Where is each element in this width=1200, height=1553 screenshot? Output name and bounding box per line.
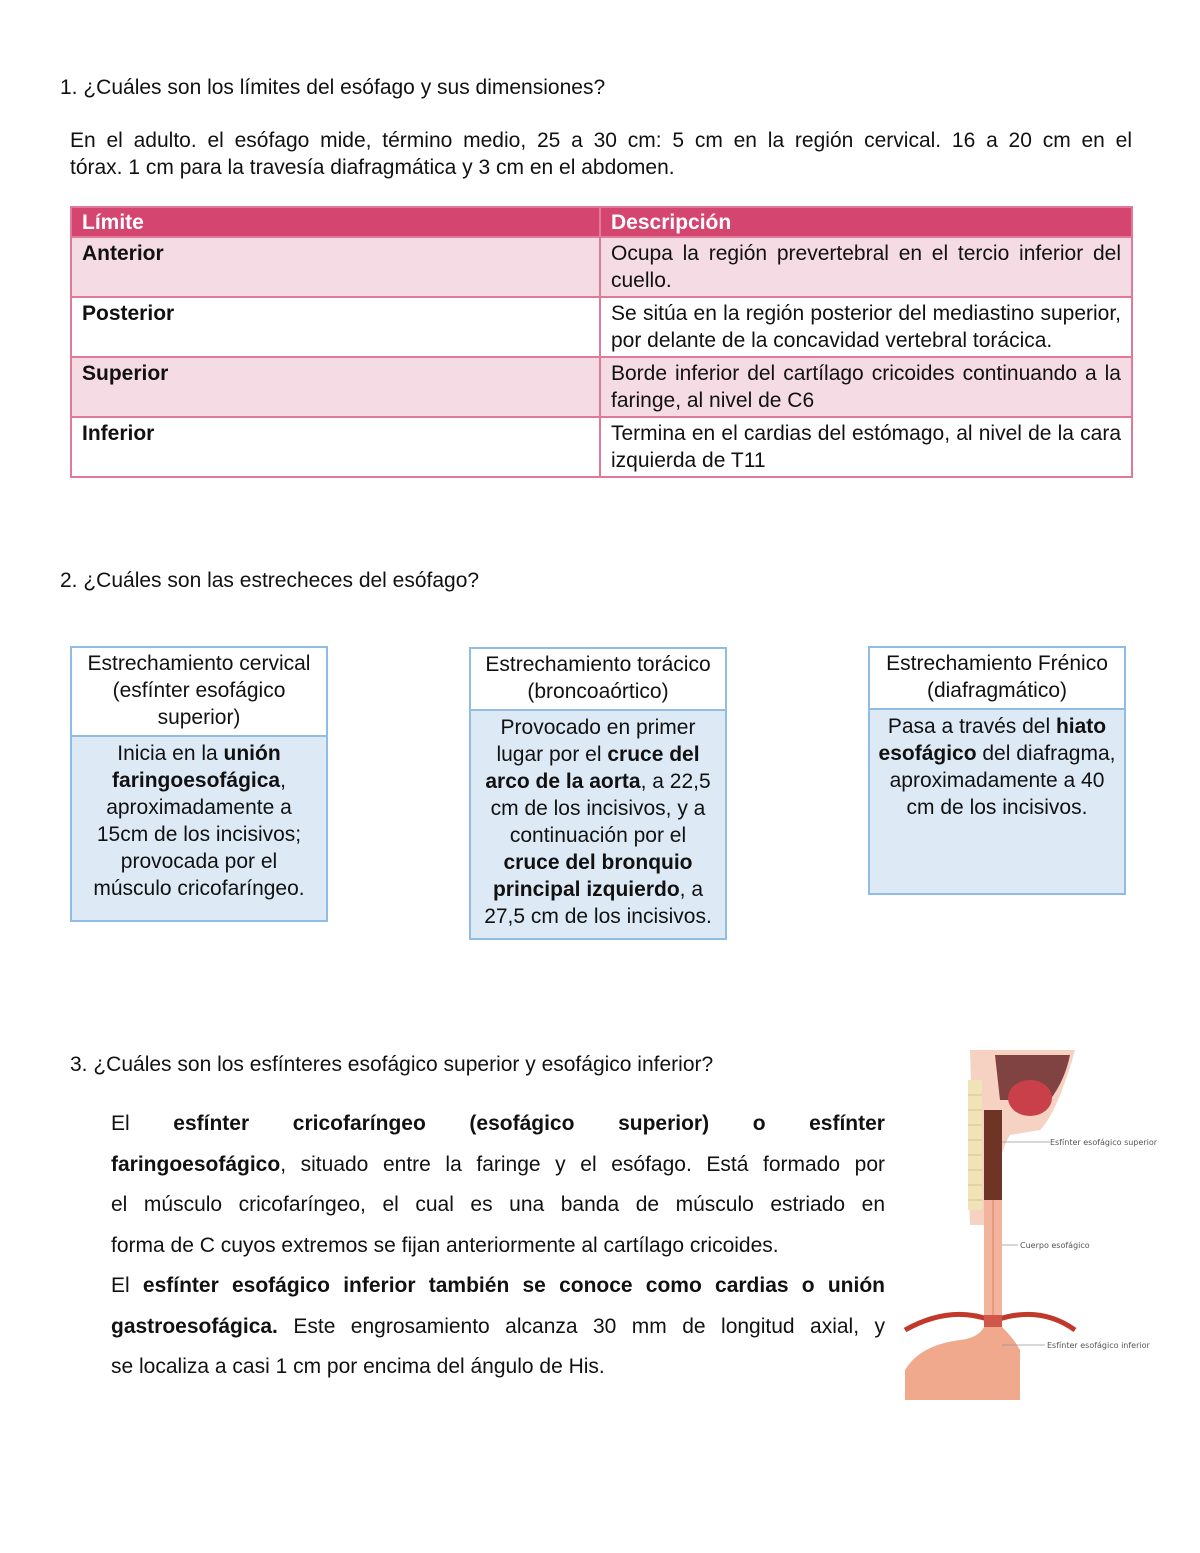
label-upper-sphincter: Esfínter esofágico superior [1050, 1138, 1157, 1147]
stomach [905, 1327, 1020, 1400]
box-title: Estrechamiento cervical (esfínter esofágico superior) [70, 646, 328, 737]
narrowing-box-cervical [70, 646, 328, 922]
box-text: , aproximadamente a 15cm de los incisivos; provocada por el músculo cricofaríngeo. [93, 769, 305, 900]
pharynx [984, 1110, 1002, 1200]
table-row [71, 237, 1132, 297]
bold-word: superior) [618, 1112, 710, 1135]
intro-line-1: En el adulto. el esófago mide, término medio, 25 a 30 cm: 5 cm en la región cervical. 16 a 20 cm en el [70, 129, 1132, 152]
p1-line-4: forma de C cuyos extremos se fijan anteriormente al cartílago cricoides. [111, 1233, 779, 1257]
q3-paragraph [111, 1104, 885, 1388]
box-bold-text: cruce del arco de la aorta [485, 743, 700, 793]
description-cell: Ocupa la región prevertebral en el tercio inferior del cuello. [600, 237, 1132, 297]
tongue [1008, 1080, 1052, 1116]
table-header-row [71, 207, 1132, 237]
header-description: Descripción [600, 207, 1132, 237]
p2-line-1 [111, 1266, 885, 1307]
table-row [71, 417, 1132, 477]
box-text: , a 27,5 cm de los incisivos. [484, 878, 712, 928]
box-title: Estrechamiento Frénico (diafragmático) [868, 646, 1126, 710]
box-title: Estrechamiento torácico (broncoaórtico) [469, 647, 727, 711]
esophagus-diagram [900, 1050, 1157, 1400]
p1-line-3: el músculo cricofaríngeo, el cual es una banda de músculo estriado en [111, 1193, 885, 1216]
box-text: Provocado en primer lugar por el [496, 716, 696, 766]
bold-word: cricofaríngeo [292, 1112, 426, 1135]
box-bold-text: hiato esofágico [878, 715, 1107, 765]
question-number: 1. [60, 76, 78, 99]
box-text: del diafragma, aproximadamente a 40 cm de los incisivos. [889, 742, 1116, 819]
text: , situado entre la faringe y el esófago. Está formado por [280, 1152, 885, 1176]
table-row [71, 297, 1132, 357]
limit-cell: Inferior [71, 417, 600, 477]
box-bold-text: cruce del bronquio principal izquierdo [492, 851, 693, 901]
p2-line-3: se localiza a casi 1 cm por encima del ángulo de His. [111, 1355, 605, 1378]
box-text: Pasa a través del [887, 715, 1056, 738]
question-text: ¿Cuáles son los límites del esófago y sus dimensiones? [83, 76, 606, 99]
bold-word: esfínter [809, 1112, 885, 1135]
question-number: 3. [70, 1053, 88, 1076]
p2-line-2 [111, 1307, 885, 1348]
box-text: , a 22,5 cm de los incisivos, y a continuación por el [490, 770, 711, 847]
label-lower-sphincter: Esfínter esofágico inferior [1047, 1341, 1150, 1350]
question-1 [60, 75, 605, 101]
narrowing-box-thoracic [469, 647, 727, 940]
q1-intro [70, 127, 1132, 181]
bold-word: esfínter [173, 1112, 250, 1135]
description-cell: Termina en el cardias del estómago, al nivel de la cara izquierda de T11 [600, 417, 1132, 477]
box-bold-text: unión faringoesofágica [112, 742, 281, 792]
limit-cell: Posterior [71, 297, 600, 357]
limit-cell: Superior [71, 357, 600, 417]
box-body [70, 737, 328, 922]
question-text: ¿Cuáles son los esfínteres esofágico superior y esofágico inferior? [93, 1053, 714, 1076]
box-body [469, 711, 727, 940]
question-text: ¿Cuáles son las estrecheces del esófago? [83, 569, 480, 592]
bold-text: esfínter esofágico inferior también se conoce como cardias o unión [142, 1274, 885, 1297]
text: Este engrosamiento alcanza 30 mm de longitud axial, y [277, 1314, 885, 1338]
limit-cell: Anterior [71, 237, 600, 297]
table-row [71, 357, 1132, 417]
limits-table [70, 206, 1133, 478]
p1-line-1 [111, 1104, 885, 1145]
description-cell: Se sitúa en la región posterior del mediastino superior, por delante de la concavidad vertebral torácica. [600, 297, 1132, 357]
lower-sphincter [984, 1315, 1002, 1327]
spine [968, 1080, 982, 1210]
question-number: 2. [60, 569, 78, 592]
question-2 [60, 568, 479, 594]
intro-line-2: tórax. 1 cm para la travesía diafragmática y 3 cm en el abdomen. [70, 156, 675, 179]
bold-word: (esofágico [469, 1112, 575, 1135]
description-cell: Borde inferior del cartílago cricoides continuando a la faringe, al nivel de C6 [600, 357, 1132, 417]
text: El [111, 1274, 143, 1297]
label-esophageal-body: Cuerpo esofágico [1020, 1241, 1090, 1250]
narrowing-box-phrenic [868, 646, 1126, 895]
header-limit: Límite [71, 207, 600, 237]
p1-line-2 [111, 1145, 885, 1186]
box-body [868, 710, 1126, 895]
question-3 [70, 1052, 713, 1078]
bold-text: faringoesofágico [111, 1152, 281, 1176]
bold-word: o [752, 1112, 766, 1135]
word: El [111, 1112, 130, 1135]
bold-text: gastroesofágica. [111, 1314, 278, 1338]
box-text: Inicia en la [117, 742, 224, 765]
